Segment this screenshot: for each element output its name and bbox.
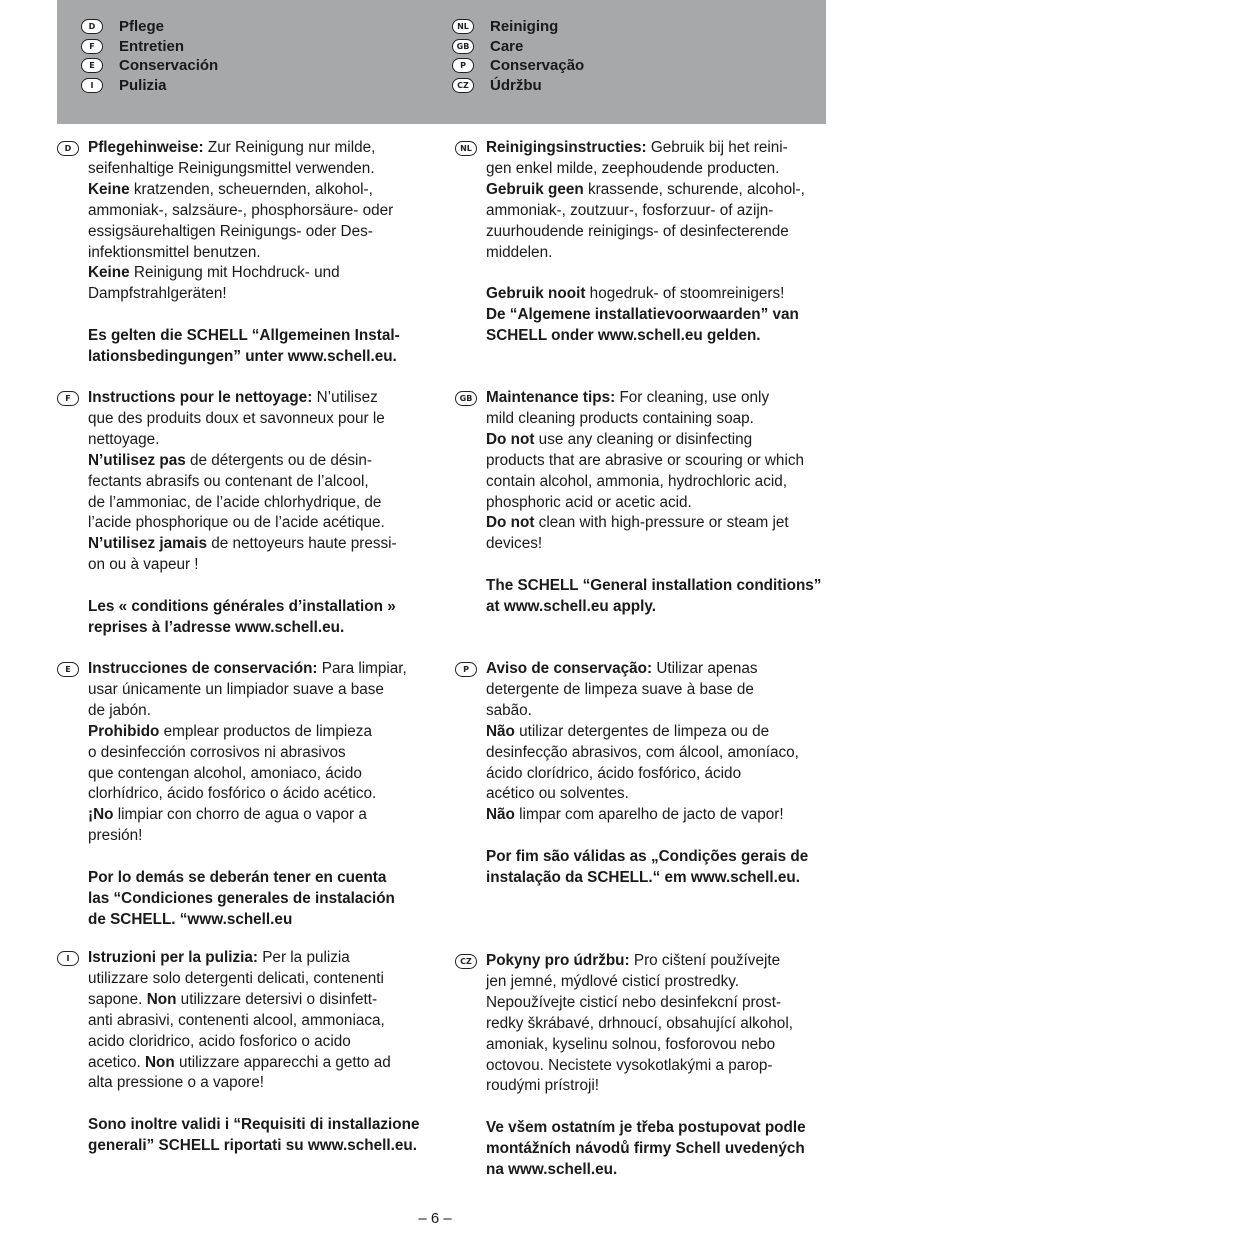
emphasis-text: Do not [486,430,535,448]
emphasis-text: Non [146,990,177,1008]
section-i [66,948,433,1157]
body-text: de détergents ou de désin- fectants abrasifs ou contenant de l’alcool, de l’ammoniac, de l’acide chlorhydrique, de l’acide phosphorique ou de l’acide acétique. [88,451,385,532]
installation-note-nl: De “Algemene installatievoorwaarden” van SCHELL onder www.schell.eu gelden. [486,306,799,345]
installation-note-gb: The SCHELL “General installation conditions” at www.schell.eu apply. [486,577,822,616]
emphasis-text: Gebruik nooit [486,285,586,303]
language-badge-nl: NL [452,19,474,34]
emphasis-text: N’utilisez pas [88,451,186,469]
language-badge-gb: GB [452,39,474,54]
body-text: limpar com aparelho de jacto de vapor! [514,806,784,824]
header-label-p: Conservação [490,57,585,75]
emphasis-text: N’utilisez jamais [88,535,208,553]
installation-note-i: Sono inoltre validi i “Requisiti di installazione generali” SCHELL riportati su www.schell.eu. [88,1116,420,1155]
header-label-d: Pflege [119,18,165,36]
body-text: Per la pulizia utilizzare solo detergenti delicati, contenenti sapone. [88,949,384,1008]
emphasis-text: Do not [486,514,535,532]
section-heading: Pflegehinweise: [88,139,204,156]
body-text: N’utilisez que des produits doux et savonneux pour le nettoyage. [88,389,385,448]
language-badge-i: I [81,78,103,93]
section-gb [459,388,831,618]
section-heading: Instructions pour le nettoyage: [88,389,313,406]
language-header [57,0,826,124]
body-text: hogedruk- of stoomreinigers! [585,285,785,303]
body-text: Gebruik bij het reini- gen enkel milde, zeephoudende producten. [486,139,788,177]
section-heading: Istruzioni per la pulizia: [88,949,258,966]
body-text: use any cleaning or disinfecting products that are abrasive or scouring or which contain alcohol, ammonia, hydrochloric acid, phosphoric acid or acetic acid. [486,430,804,511]
emphasis-text: Gebruik geen [486,180,584,198]
emphasis-text: Non [144,1053,175,1071]
installation-note-f: Les « conditions générales d’installation » reprises à l’adresse www.schell.eu. [88,598,396,636]
header-label-nl: Reiniging [490,18,559,36]
header-column-left [81,17,218,95]
body-text: emplear productos de limpieza o desinfección corrosivos ni abrasivos que contengan alcohol, amoniaco, ácido clorhídrico, ácido fosfórico o ácido acético. [88,722,377,803]
language-badge-e: E [57,662,79,677]
section-d [64,138,433,368]
page-number: – 6 – [418,1210,452,1227]
section-heading: Aviso de conservação: [486,660,653,677]
body-text: Para limpiar, usar únicamente un limpiador suave a base de jabón. [88,660,407,719]
header-label-gb: Care [490,37,524,55]
care-instructions-e [88,659,433,847]
installation-note-p: Por fim são válidas as „Condições gerais de instalação da SCHELL.“ em www.schell.eu. [486,848,809,887]
section-heading: Instrucciones de conservación: [88,660,318,677]
language-badge-i: I [57,951,79,966]
installation-note-e: Por lo demás se deberán tener en cuenta las “Condiciones generales de instalación de SCHELL. “www.schell.eu [88,869,395,928]
body-text: de nettoyeurs haute pressi- on ou à vapeur ! [88,535,397,574]
header-item-p [452,56,584,76]
emphasis-text: Não [486,806,515,824]
body-text: limpiar con chorro de agua o vapor a presión! [88,806,367,845]
header-item-i [81,76,218,96]
header-label-i: Pulizia [119,76,167,94]
body-text: Pro cištení používejte jen jemné, mýdlové cisticí prostredky. Nepoužívejte cisticí nebo desinfekcní prost- redky škrábavé, drhnoucí, obsahující alkohol, amoniak, kyselinu solnou, fosforovou nebo octovou. Necistete vysokotlakými a parop- roudými prístroji! [486,952,793,1095]
header-item-f [81,37,218,57]
header-item-e [81,56,218,76]
care-instructions-f [88,388,433,576]
installation-note-cz: Ve všem ostatním je třeba postupovat podle montážních návodů firmy Schell uvedených na www.schell.eu. [486,1119,806,1179]
section-p [463,659,831,889]
body-text: clean with high-pressure or steam jet devices! [486,514,789,553]
header-label-cz: Údržbu [490,76,542,94]
body-text: utilizar detergentes de limpeza ou de desinfecção abrasivos, com álcool, amoníaco, ácido clorídrico, ácido fosfórico, ácido acético ou solventes. [486,722,799,803]
language-badge-gb: GB [455,391,477,406]
care-instructions-nl [486,138,831,305]
header-label-f: Entretien [119,37,185,55]
language-badge-cz: CZ [452,78,474,93]
body-text: krassende, schurende, alcohol-, ammoniak-, zoutzuur-, fosforzuur- of azijn- zuurhoudende reinigings- of desinfecterende middelen. [486,180,805,261]
body-text: utilizzare detersivi o disinfett- anti abrasivi, contenenti alcool, ammoniaca, acido cloridrico, acido fosforico o acido acetico. [88,990,385,1071]
emphasis-text: Não [486,722,515,740]
language-badge-p: P [455,662,477,677]
header-item-nl [452,17,584,37]
language-badge-d: D [81,19,103,34]
emphasis-text: Keine [88,264,130,282]
emphasis-text: ¡No [88,806,114,824]
language-badge-d: D [57,141,79,156]
section-heading: Reinigingsinstructies: [486,139,647,156]
language-badge-f: F [57,391,79,406]
installation-note-d: Es gelten die SCHELL “Allgemeinen Instal- lationsbedingungen” unter www.schell.eu. [88,327,400,366]
care-instructions-d [88,138,433,305]
body-text: Reinigung mit Hochdruck- und Dampfstrahlgeräten! [88,264,340,303]
body-text: Utilizar apenas detergente de limpeza suave à base de sabão. [486,660,758,719]
body-text: For cleaning, use only mild cleaning products containing soap. [486,389,770,427]
language-badge-e: E [81,58,103,73]
section-e [65,659,433,931]
emphasis-text: Prohibido [88,722,160,740]
header-item-cz [452,76,584,96]
section-heading: Pokyny pro údržbu: [486,952,630,969]
section-heading: Maintenance tips: [486,389,616,406]
header-column-right [452,17,584,95]
body-text: Zur Reinigung nur milde, seifenhaltige Reinigungsmittel verwenden. [88,139,376,177]
header-item-gb [452,37,584,57]
section-nl [460,138,831,347]
body-text: utilizzare apparecchi a getto ad alta pressione o a vapore! [88,1053,391,1092]
emphasis-text: Keine [88,180,130,198]
language-badge-nl: NL [455,141,477,156]
care-instructions-i [88,948,433,1094]
section-cz [460,951,831,1181]
language-badge-cz: CZ [455,954,477,969]
header-label-e: Conservación [119,57,219,75]
language-badge-p: P [452,58,474,73]
care-instructions-p [486,659,831,826]
body-text: kratzenden, scheuernden, alkohol-, ammoniak-, salzsäure-, phosphorsäure- oder essigsäurehaltigen Reinigungs- oder Des- infektionsmittel benutzen. [88,180,394,261]
section-f [65,388,433,639]
care-instructions-gb [486,388,831,555]
language-badge-f: F [81,39,103,54]
care-instructions-cz [486,951,831,1097]
header-item-d [81,17,218,37]
